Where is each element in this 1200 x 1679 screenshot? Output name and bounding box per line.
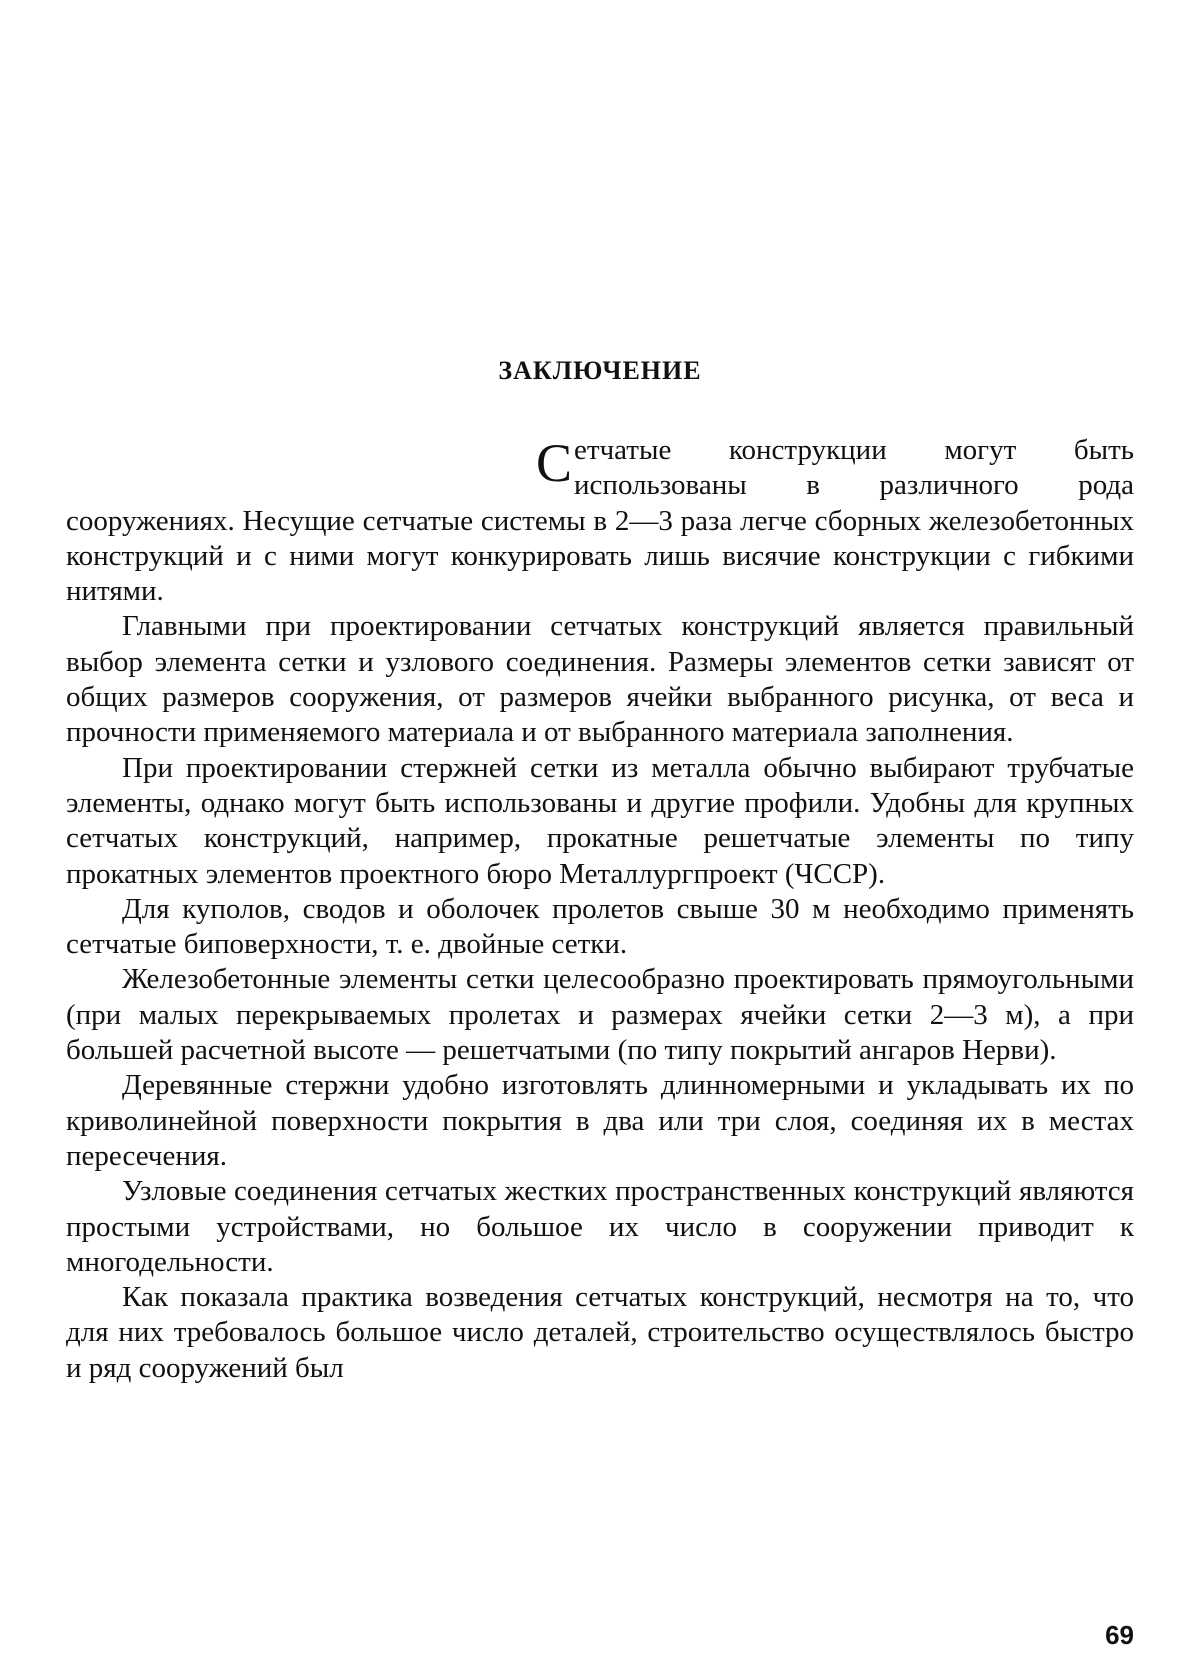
paragraph-1-text: етчатые конструкции могут быть использованы в различного рода сооружениях. Несущие сетчатые системы в 2—3 раза легче сборных железобетонных конструкций и с ними могут конкурировать лишь висячие конструкции с гибкими нитями. [66, 434, 1134, 608]
paragraph-8: Как показала практика возведения сетчатых конструкций, несмотря на то, что для них требовалось большое число деталей, строительство осуществлялось быстро и ряд сооружений был [66, 1281, 1134, 1384]
page-number: 69 [1105, 1620, 1134, 1650]
paragraph-5: Железобетонные элементы сетки целесообразно проектировать прямоугольными (при малых перекрываемых пролетах и размерах ячейки сетки 2—3 м), а при большей расчетной высоте — решетчатыми (по типу покрытий ангаров Нерви). [66, 963, 1134, 1067]
paragraph-6: Деревянные стержни удобно изготовлять длинномерными и укладывать их по криволинейной поверхности покрытия в два или три слоя, соединяя их в местах пересечения. [66, 1069, 1134, 1172]
chapter-title: ЗАКЛЮЧЕНИЕ [498, 356, 702, 385]
paragraph-3: При проектировании стержней сетки из металла обычно выбирают трубчатые элементы, однако могут быть использованы и другие профили. Удобны для крупных сетчатых конструкций, например, прокатные решетчатые элементы по типу прокатных элементов проектного бюро Металлургпроект (ЧССР). [66, 751, 1134, 890]
paragraph-2: Главными при проектировании сетчатых конструкций является правильный выбор элемента сетки и узлового соединения. Размеры элементов сетки зависят от общих размеров сооружения, от размеров ячейки выбранного рисунка, от веса и прочности применяемого материала и от выбранного материала заполнения. [66, 610, 1134, 749]
drop-cap-letter: С [536, 433, 573, 493]
paragraph-7: Узловые соединения сетчатых жестких пространственных конструкций являются простыми устройствами, но большое их число в сооружении приводит к многодельности. [66, 1175, 1134, 1278]
paragraph-1 [66, 433, 1134, 609]
body-text [66, 433, 1134, 1386]
paragraph-4: Для куполов, сводов и оболочек пролетов свыше 30 м необходимо применять сетчатые биповерхности, т. е. двойные сетки. [66, 892, 1134, 961]
